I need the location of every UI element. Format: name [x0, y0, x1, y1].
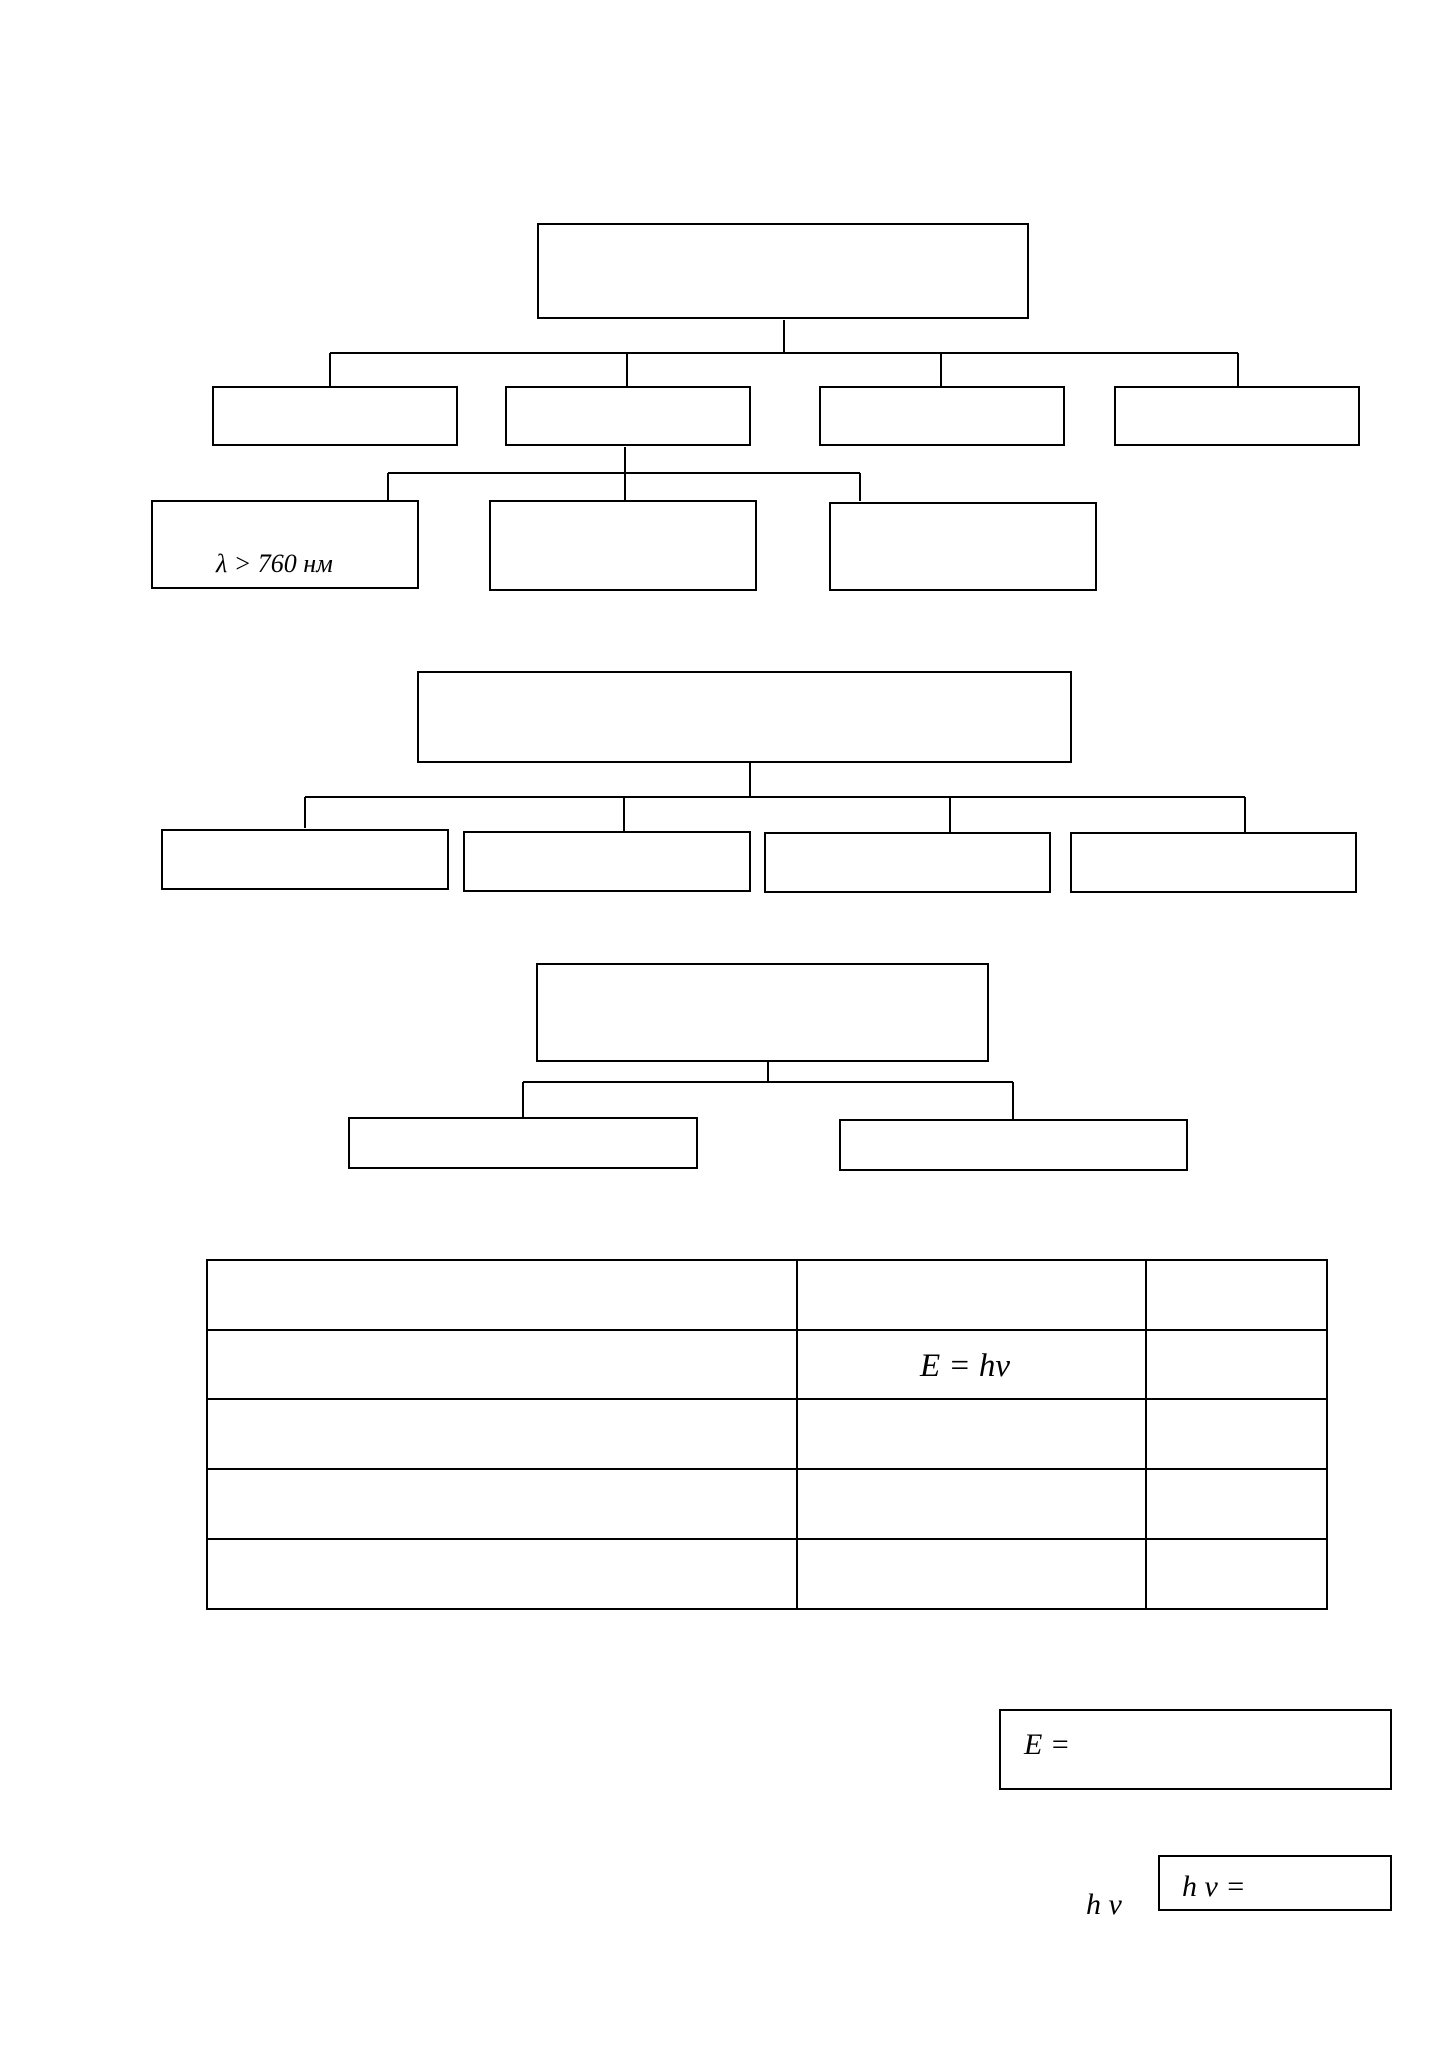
wavelength-label: λ > 760 нм [216, 549, 333, 578]
tree-1 [152, 224, 1359, 590]
photon-energy-outside-label: h ν [1086, 1888, 1122, 1921]
table-formula-cell: E = hν [920, 1348, 1011, 1384]
tree2-child-box-4 [1071, 833, 1356, 892]
tree1-child-box-3 [820, 387, 1064, 445]
tree2-child-box-3 [765, 833, 1050, 892]
tree1-child-box-1 [213, 387, 457, 445]
tree3-child-box-1 [349, 1118, 697, 1168]
energy-formula-label: E = [1024, 1728, 1071, 1761]
tree-2 [162, 672, 1356, 892]
table-outline [207, 1260, 1327, 1609]
tree1-root-box [538, 224, 1028, 318]
tree3-root-box [537, 964, 988, 1061]
tree1-leaf-box-3 [830, 503, 1096, 590]
tree2-root-box [418, 672, 1071, 762]
photon-formula-label: h ν = [1182, 1870, 1246, 1903]
tree2-child-box-2 [464, 832, 750, 891]
tree2-child-box-1 [162, 830, 448, 889]
tree1-child-box-4 [1115, 387, 1359, 445]
energy-table [207, 1260, 1327, 1609]
tree1-leaf-box-2 [490, 501, 756, 590]
tree1-child-box-2 [506, 387, 750, 445]
tree-3 [349, 964, 1187, 1170]
tree3-child-box-2 [840, 1120, 1187, 1170]
formula-boxes [1000, 1710, 1391, 1921]
